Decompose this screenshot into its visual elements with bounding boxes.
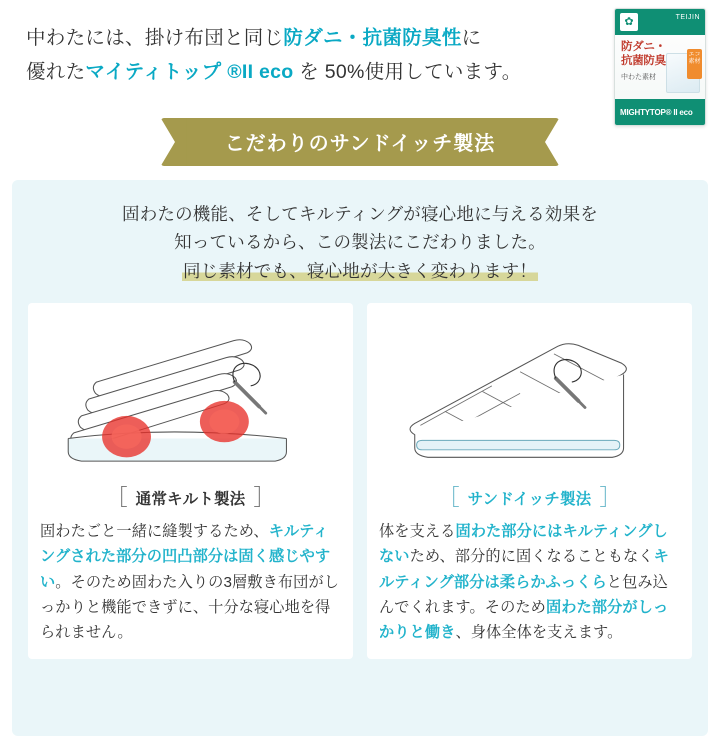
column-sandwich [367,303,692,659]
intro-section [0,0,720,117]
intro-line1-b: に [461,27,482,49]
ribbon-main: サンドイッチ製法 [329,133,496,155]
lead-paragraph [28,200,692,285]
bracket-right-icon: ］ [599,485,622,511]
package-brand: TEIJIN [675,14,700,21]
body-run-5: 固わた部分がしっかりと働き [379,598,669,641]
body-run-2: 。そのため固わた入りの3層敷き布団がしっかりと機能できずに、十分な寝心地を得られません。 [40,573,340,641]
package-tag: エコ素材 [687,49,702,79]
intro-line2-a: 優れた [26,60,86,83]
intro-line1-highlight: 防ダニ・抗菌防臭性 [283,27,462,49]
package-title-line2: 抗菌防臭 [621,55,666,68]
package-footer: MIGHTYTOP® II eco [615,99,705,125]
lead-line3-marked: 同じ素材でも、寝心地が大きく変わります！ [183,260,537,281]
body-text-normal-quilt [40,519,341,645]
intro-line2-highlight: マイティトップ ®II eco [85,60,294,83]
sandwich-mattress-illustration [379,315,680,483]
body-run-3: キルティング部分は柔らかふっくら [379,548,669,591]
comparison-columns [28,303,692,659]
caption-normal-quilt [40,487,341,509]
body-text-sandwich [379,519,680,645]
body-run-6: 、身体全体を支えます。 [455,623,623,641]
caption-sandwich [379,487,680,509]
package-header-band [615,9,705,35]
bracket-left-icon: ［ [105,485,128,511]
intro-text [26,22,586,89]
product-package-image [614,8,706,126]
body-run-0: 体を支える [379,523,456,541]
caption-text: サンドイッチ製法 [467,491,592,509]
section-heading-ribbon [179,118,542,166]
lead-line2: 知っているから、この製法にこだわりました。 [174,232,546,253]
intro-line1-a: 中わたには、掛け布団と同じ [26,27,284,49]
package-title-line1: 防ダニ・ [621,41,666,53]
leaf-icon: ✿ [624,16,634,28]
quilt-figure-svg [40,315,341,483]
body-run-1: キルティングされた部分の凹凸部分は固く感じやすい [40,523,331,591]
caption-text: 通常キルト製法 [135,491,246,509]
intro-line2-b: を 50%使用しています。 [293,60,522,83]
body-run-4: と包み込んでくれます。そのため [379,573,668,616]
sandwich-figure-svg [379,315,680,483]
body-run-2: ため、部分的に固くなることもなく [409,548,654,566]
content-panel [12,180,708,736]
lead-line1: 固わたの機能、そしてキルティングが寝心地に与える効果を [122,204,598,224]
lead-line3 [28,257,692,285]
bracket-right-icon: ］ [253,485,276,511]
section-heading-wrap [0,118,720,166]
column-normal-quilt [28,303,353,659]
quilted-mattress-illustration [40,315,341,483]
body-run-0: 固わたごと一緒に縫製するため、 [40,523,269,541]
package-sub: 中わた素材 [621,73,656,81]
ribbon-prefix: こだわりの [224,133,330,155]
bracket-left-icon: ［ [437,485,460,511]
body-run-1: 固わた部分にはキルティングしない [379,523,668,566]
